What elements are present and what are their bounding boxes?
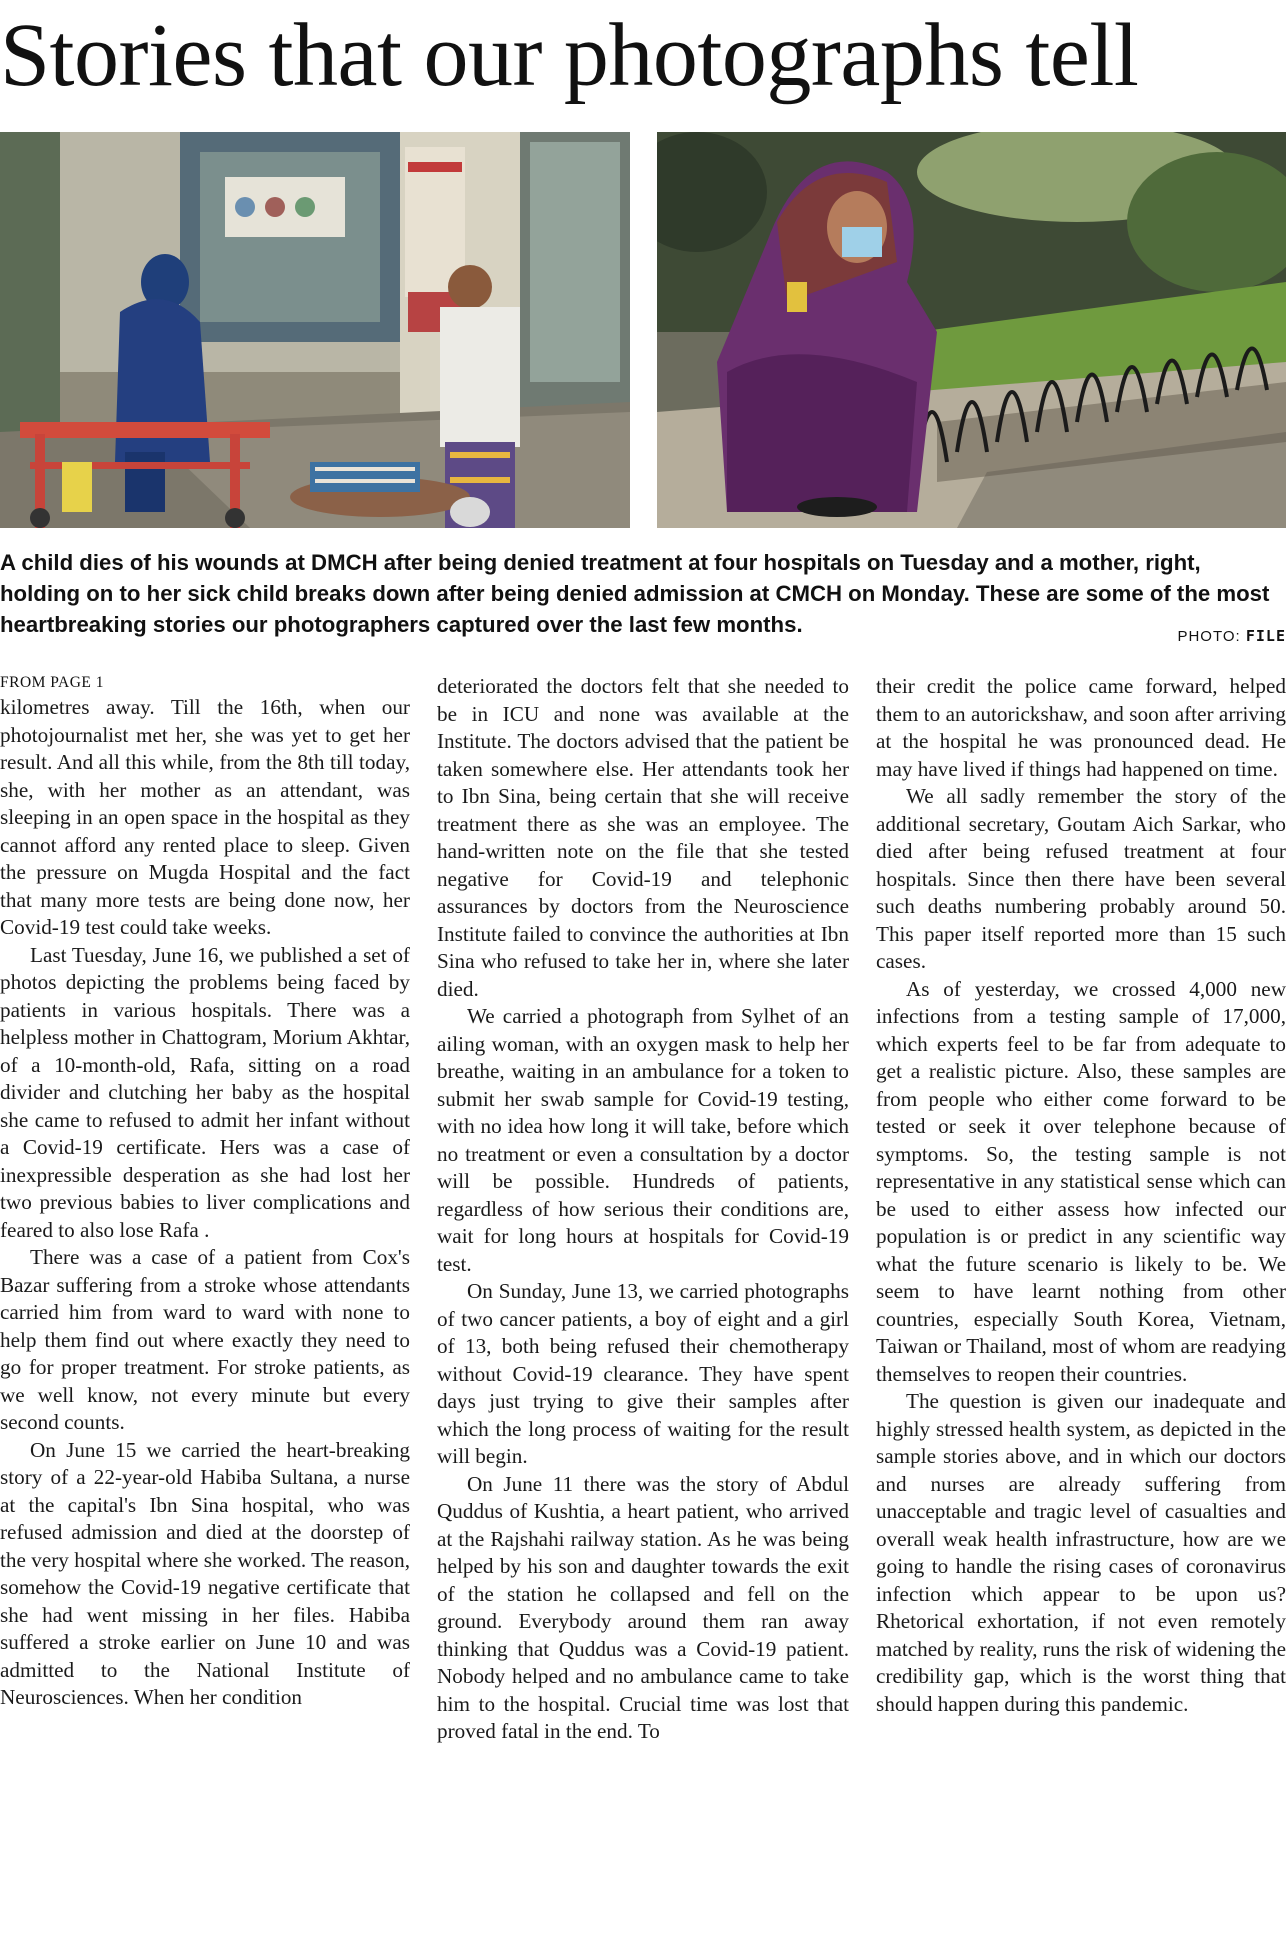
paragraph: kilometres away. Till the 16th, when our photojournalist met her, she was yet to get her result. And all this while, from the 8th till today, she, with her mother as an attendant, was sleeping in an open space in the hospital as they cannot afford any rented place to sleep. Given the pressure on Mugda Hospital and the fact that many more tests are being done now, her Covid-19 test could take weeks. xyxy=(0,695,410,939)
article-column-3 xyxy=(876,673,1286,1955)
paragraph: There was a case of a patient from Cox's Bazar suffering from a stroke whose attendants carried him from ward to ward with none to help them find out where exactly they need to go for proper treatment. For stroke patients, as we well know, not every minute but every second counts. xyxy=(0,1245,410,1434)
paragraph: We all sadly remember the story of the additional secretary, Goutam Aich Sarkar, who died after being refused treatment at four hospitals. Since then there have been several such deaths numbering probably around 50. This paper itself reported more than 15 such cases. xyxy=(876,784,1286,973)
paragraph: As of yesterday, we crossed 4,000 new infections from a testing sample of 17,000, which experts feel to be far from adequate to get a realistic picture. Also, these samples are from people who either come forward to be tested or seek it over telephone because of symptoms. So, the testing sample is not representative in any statistical sense which can be used to either assess how infected our population is or predict in any scientific way what the future scenario is likely to be. We seem to have learnt nothing from other countries, especially South Korea, Vietnam, Taiwan or Thailand, most of whom are readying themselves to reopen their countries. xyxy=(876,976,1286,1386)
paragraph: We carried a photograph from Sylhet of an ailing woman, with an oxygen mask to help her breathe, waiting in an ambulance for a token to submit her swab sample for Covid-19 testing, with no idea how long it will take, before which no treatment or even a consultation by a doctor will be possible. Hundreds of patients, regardless of how serious their conditions are, wait for long hours at hospitals for Covid-19 test. xyxy=(437,1004,849,1276)
dateline: FROM PAGE 1 xyxy=(0,674,104,691)
photo-credit-source: FILE xyxy=(1245,627,1286,645)
paragraph: Last Tuesday, June 16, we published a set of photos depicting the problems being faced by patients in various hospitals. There was a helpless mother in Chattogram, Morium Akhtar, of a 10-month-old, Rafa, sitting on a road divider and clutching her baby as the hospital she came to refused to admit her infant without a Covid-19 certificate. Hers was a case of inexpressible desperation as she had lost her two previous babies to liver complications and feared to also lose Rafa . xyxy=(0,942,410,1242)
paragraph: On June 15 we carried the heart-breaking story of a 22-year-old Habiba Sultana, a nurse at the capital's Ibn Sina hospital, who was refused admission and died at the doorstep of the very hospital where she worked. The reason, somehow the Covid-19 negative certificate that she had went missing in her files. Habiba suffered a stroke earlier on June 10 and was admitted to the National Institute of Neurosciences. When her condition xyxy=(0,1437,410,1709)
paragraph: On Sunday, June 13, we carried photographs of two cancer patients, a boy of eight and a girl of 13, both being refused their chemotherapy without Covid-19 clearance. They have spent days just trying to give their samples after which the long process of waiting for the result will begin. xyxy=(437,1279,849,1468)
photo-credit xyxy=(1177,627,1286,645)
child-on-ground-at-hospital-photo xyxy=(0,132,630,528)
paragraph: The question is given our inadequate and highly stressed health system, as depicted in the sample stories above, and in which our doctors and nurses are already suffering from unacceptable and tragic level of casualties and overall weak health infrastructure, how are we going to handle the rising cases of coronavirus infection which appear to be upon us? Rhetorical exhortation, if not even remotely matched by reality, runs the risk of widening the credibility gap, which is the worst thing that should happen during this pandemic. xyxy=(876,1389,1286,1716)
photo-caption: A child dies of his wounds at DMCH after being denied treatment at four hospitals on Tuesday and a mother, right, holding on to her sick child breaks down after being denied admission at CMCH on Monday. These are some of the most heartbreaking stories our photographers captured over the last few months. xyxy=(0,550,1270,637)
paragraph: deteriorated the doctors felt that she needed to be in ICU and none was available at the Institute. The doctors advised that the patient be taken somewhere else. Her attendants took her to Ibn Sina, being certain that she will receive treatment there as she was an employee. The hand-written note on the file that she tested negative for Covid-19 and telephonic assurances by doctors from the Neuroscience Institute failed to convince the authorities at Ibn Sina who refused to take her in, where she later died. xyxy=(437,674,849,1001)
mother-breaking-down-photo xyxy=(657,132,1286,528)
article-column-1 xyxy=(0,672,410,1954)
paragraph: On June 11 there was the story of Abdul Quddus of Kushtia, a heart patient, who arrived at the Rajshahi railway station. As he was being helped by his son and daughter towards the exit of the station he collapsed and fell on the ground. Everybody around them ran away thinking that Quddus was a Covid-19 patient. Nobody helped and no ambulance came to take him to the hospital. Crucial time was lost that proved fatal in the end. To xyxy=(437,1471,849,1743)
photo-credit-label: PHOTO: xyxy=(1177,628,1241,645)
article-column-2 xyxy=(437,673,849,1955)
headline: Stories that our photographs tell xyxy=(0,6,1139,105)
paragraph: their credit the police came forward, helped them to an autorickshaw, and soon after arriving at the hospital he was pronounced dead. He may have lived if things had happened on time. xyxy=(876,674,1286,781)
